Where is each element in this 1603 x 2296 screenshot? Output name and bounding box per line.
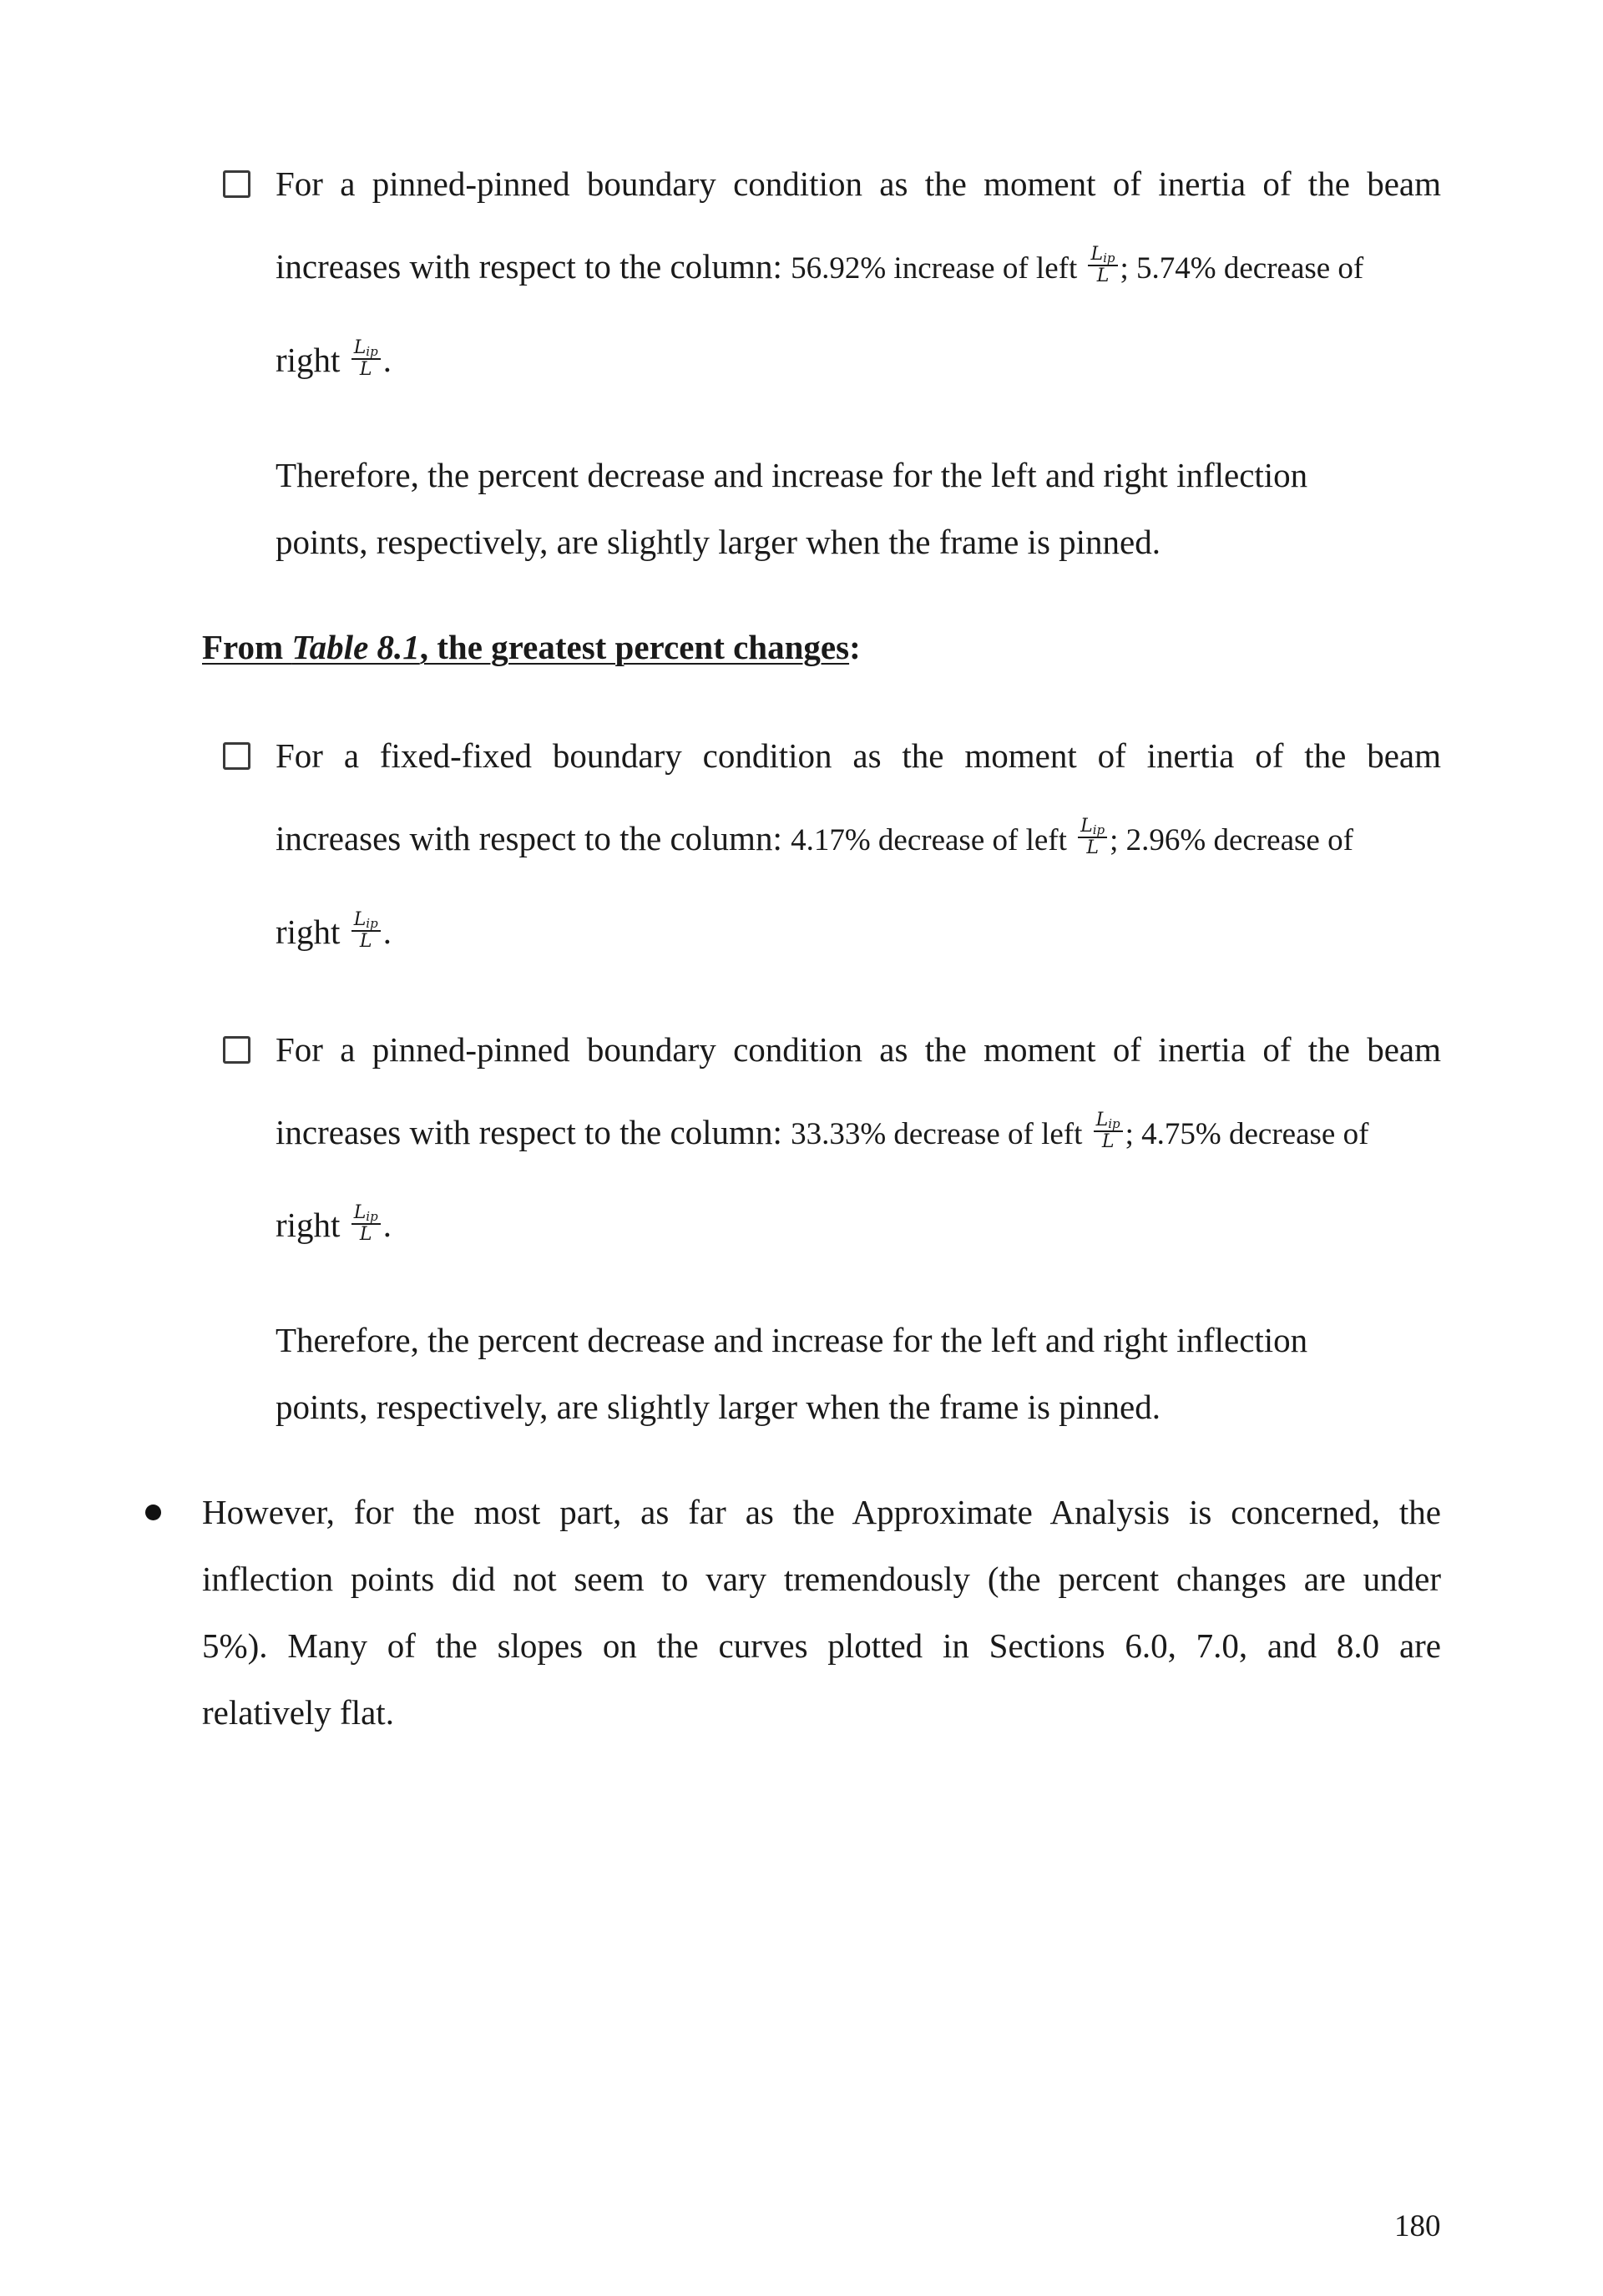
item1-line2: [276, 243, 1364, 291]
fraction-subscript: ip: [1092, 822, 1105, 837]
item3-line3-period: .: [382, 1206, 392, 1244]
checkbox-icon: [223, 170, 250, 198]
fraction-lip-over-l: [1078, 817, 1107, 857]
bullet-line2-text: inflection points did not seem to vary tremendously (the percent changes are under: [202, 1560, 1441, 1598]
item3-line2-text: increases with respect to the column:: [276, 1113, 791, 1151]
fraction-numerator: L: [353, 908, 367, 930]
bullet-icon: [145, 1505, 161, 1520]
therefore2-line2: [276, 1387, 1161, 1427]
fraction-lip-over-l: [351, 1201, 381, 1245]
therefore1-line1: [276, 455, 1307, 495]
fraction-denominator: L: [1101, 1130, 1115, 1152]
bullet-line3-text: 5%). Many of the slopes on the curves plotted in Sections 6.0, 7.0, and 8.0 are: [202, 1626, 1441, 1665]
item3-line1-text: For a pinned-pinned boundary condition as the moment of inertia of the beam: [276, 1030, 1441, 1069]
heading-middle: , the greatest percent changes: [419, 628, 850, 666]
bullet-line4-text: relatively flat.: [202, 1693, 394, 1732]
item3-value-right: ; 4.75% decrease of: [1125, 1117, 1369, 1151]
item2-line2-text: increases with respect to the column:: [276, 819, 791, 857]
item1-line1-text: For a pinned-pinned boundary condition as the moment of inertia of the beam: [276, 164, 1441, 203]
fraction-denominator: L: [359, 1223, 372, 1245]
item2-line2: [276, 815, 1353, 862]
fraction-subscript: ip: [366, 343, 378, 359]
bullet-line1: [202, 1492, 1441, 1532]
fraction-denominator: L: [359, 358, 372, 380]
therefore2-line1: [276, 1320, 1307, 1360]
bullet-line1-text: However, for the most part, as far as the Approximate Analysis is concerned, the: [202, 1493, 1441, 1531]
therefore2-line2-text: points, respectively, are slightly larger when the frame is pinned.: [276, 1388, 1161, 1426]
item2-value-right: ; 2.96% decrease of: [1110, 823, 1353, 857]
fraction-numerator: L: [1080, 815, 1093, 837]
item2-line1: [276, 736, 1441, 776]
item2-value-left: 4.17% decrease of left: [791, 823, 1067, 857]
therefore1-line1-text: Therefore, the percent decrease and increase for the left and right inflection: [276, 456, 1308, 494]
bullet-line2: [202, 1559, 1441, 1599]
therefore1-line2-text: points, respectively, are slightly larger when the frame is pinned.: [276, 523, 1161, 561]
fraction-numerator: L: [1095, 1109, 1109, 1130]
item1-value-right: ; 5.74% decrease of: [1120, 251, 1364, 286]
item3-line3-text: right: [276, 1206, 341, 1244]
checkbox-icon: [223, 742, 250, 770]
item2-line3-period: .: [382, 913, 392, 951]
item3-line2: [276, 1109, 1369, 1156]
fraction-subscript: ip: [1108, 1115, 1120, 1131]
item3-value-left: 33.33% decrease of left: [791, 1117, 1083, 1151]
therefore2-line1-text: Therefore, the percent decrease and increase for the left and right inflection: [276, 1321, 1308, 1359]
heading-prefix: From: [202, 628, 292, 666]
fraction-lip-over-l: [1088, 245, 1117, 286]
fraction-numerator: L: [1090, 243, 1104, 265]
fraction-numerator: L: [353, 1201, 367, 1223]
item1-line3: [276, 336, 392, 384]
item1-value-left: 56.92% increase of left: [791, 251, 1078, 286]
therefore1-line2: [276, 522, 1161, 562]
item1-line3-period: .: [382, 341, 392, 379]
item3-line3: [276, 1201, 392, 1249]
item2-line1-text: For a fixed-fixed boundary condition as the moment of inertia of the beam: [276, 736, 1441, 775]
fraction-numerator: L: [353, 336, 367, 358]
heading-suffix: :: [849, 628, 861, 666]
fraction-subscript: ip: [366, 1208, 378, 1224]
item1-line1: [276, 164, 1441, 204]
fraction-denominator: L: [1086, 837, 1099, 858]
fraction-subscript: ip: [366, 915, 378, 931]
page-number: 180: [1394, 2209, 1441, 2243]
bullet-line4: [202, 1692, 394, 1732]
item1-line2-text: increases with respect to the column:: [276, 247, 791, 286]
fraction-lip-over-l: [351, 336, 381, 380]
bullet-line3: [202, 1626, 1441, 1666]
fraction-subscript: ip: [1103, 250, 1115, 266]
checkbox-icon: [223, 1036, 250, 1064]
item2-line3-text: right: [276, 913, 341, 951]
fraction-lip-over-l: [351, 908, 381, 952]
item2-line3: [276, 908, 392, 956]
heading-text: [202, 628, 849, 666]
fraction-denominator: L: [1096, 265, 1110, 286]
fraction-denominator: L: [359, 930, 372, 952]
item1-line3-text: right: [276, 341, 341, 379]
heading-table-ref: Table 8.1: [291, 628, 420, 666]
fraction-lip-over-l: [1094, 1111, 1123, 1151]
section-heading: [202, 627, 861, 667]
item3-line1: [276, 1029, 1441, 1070]
